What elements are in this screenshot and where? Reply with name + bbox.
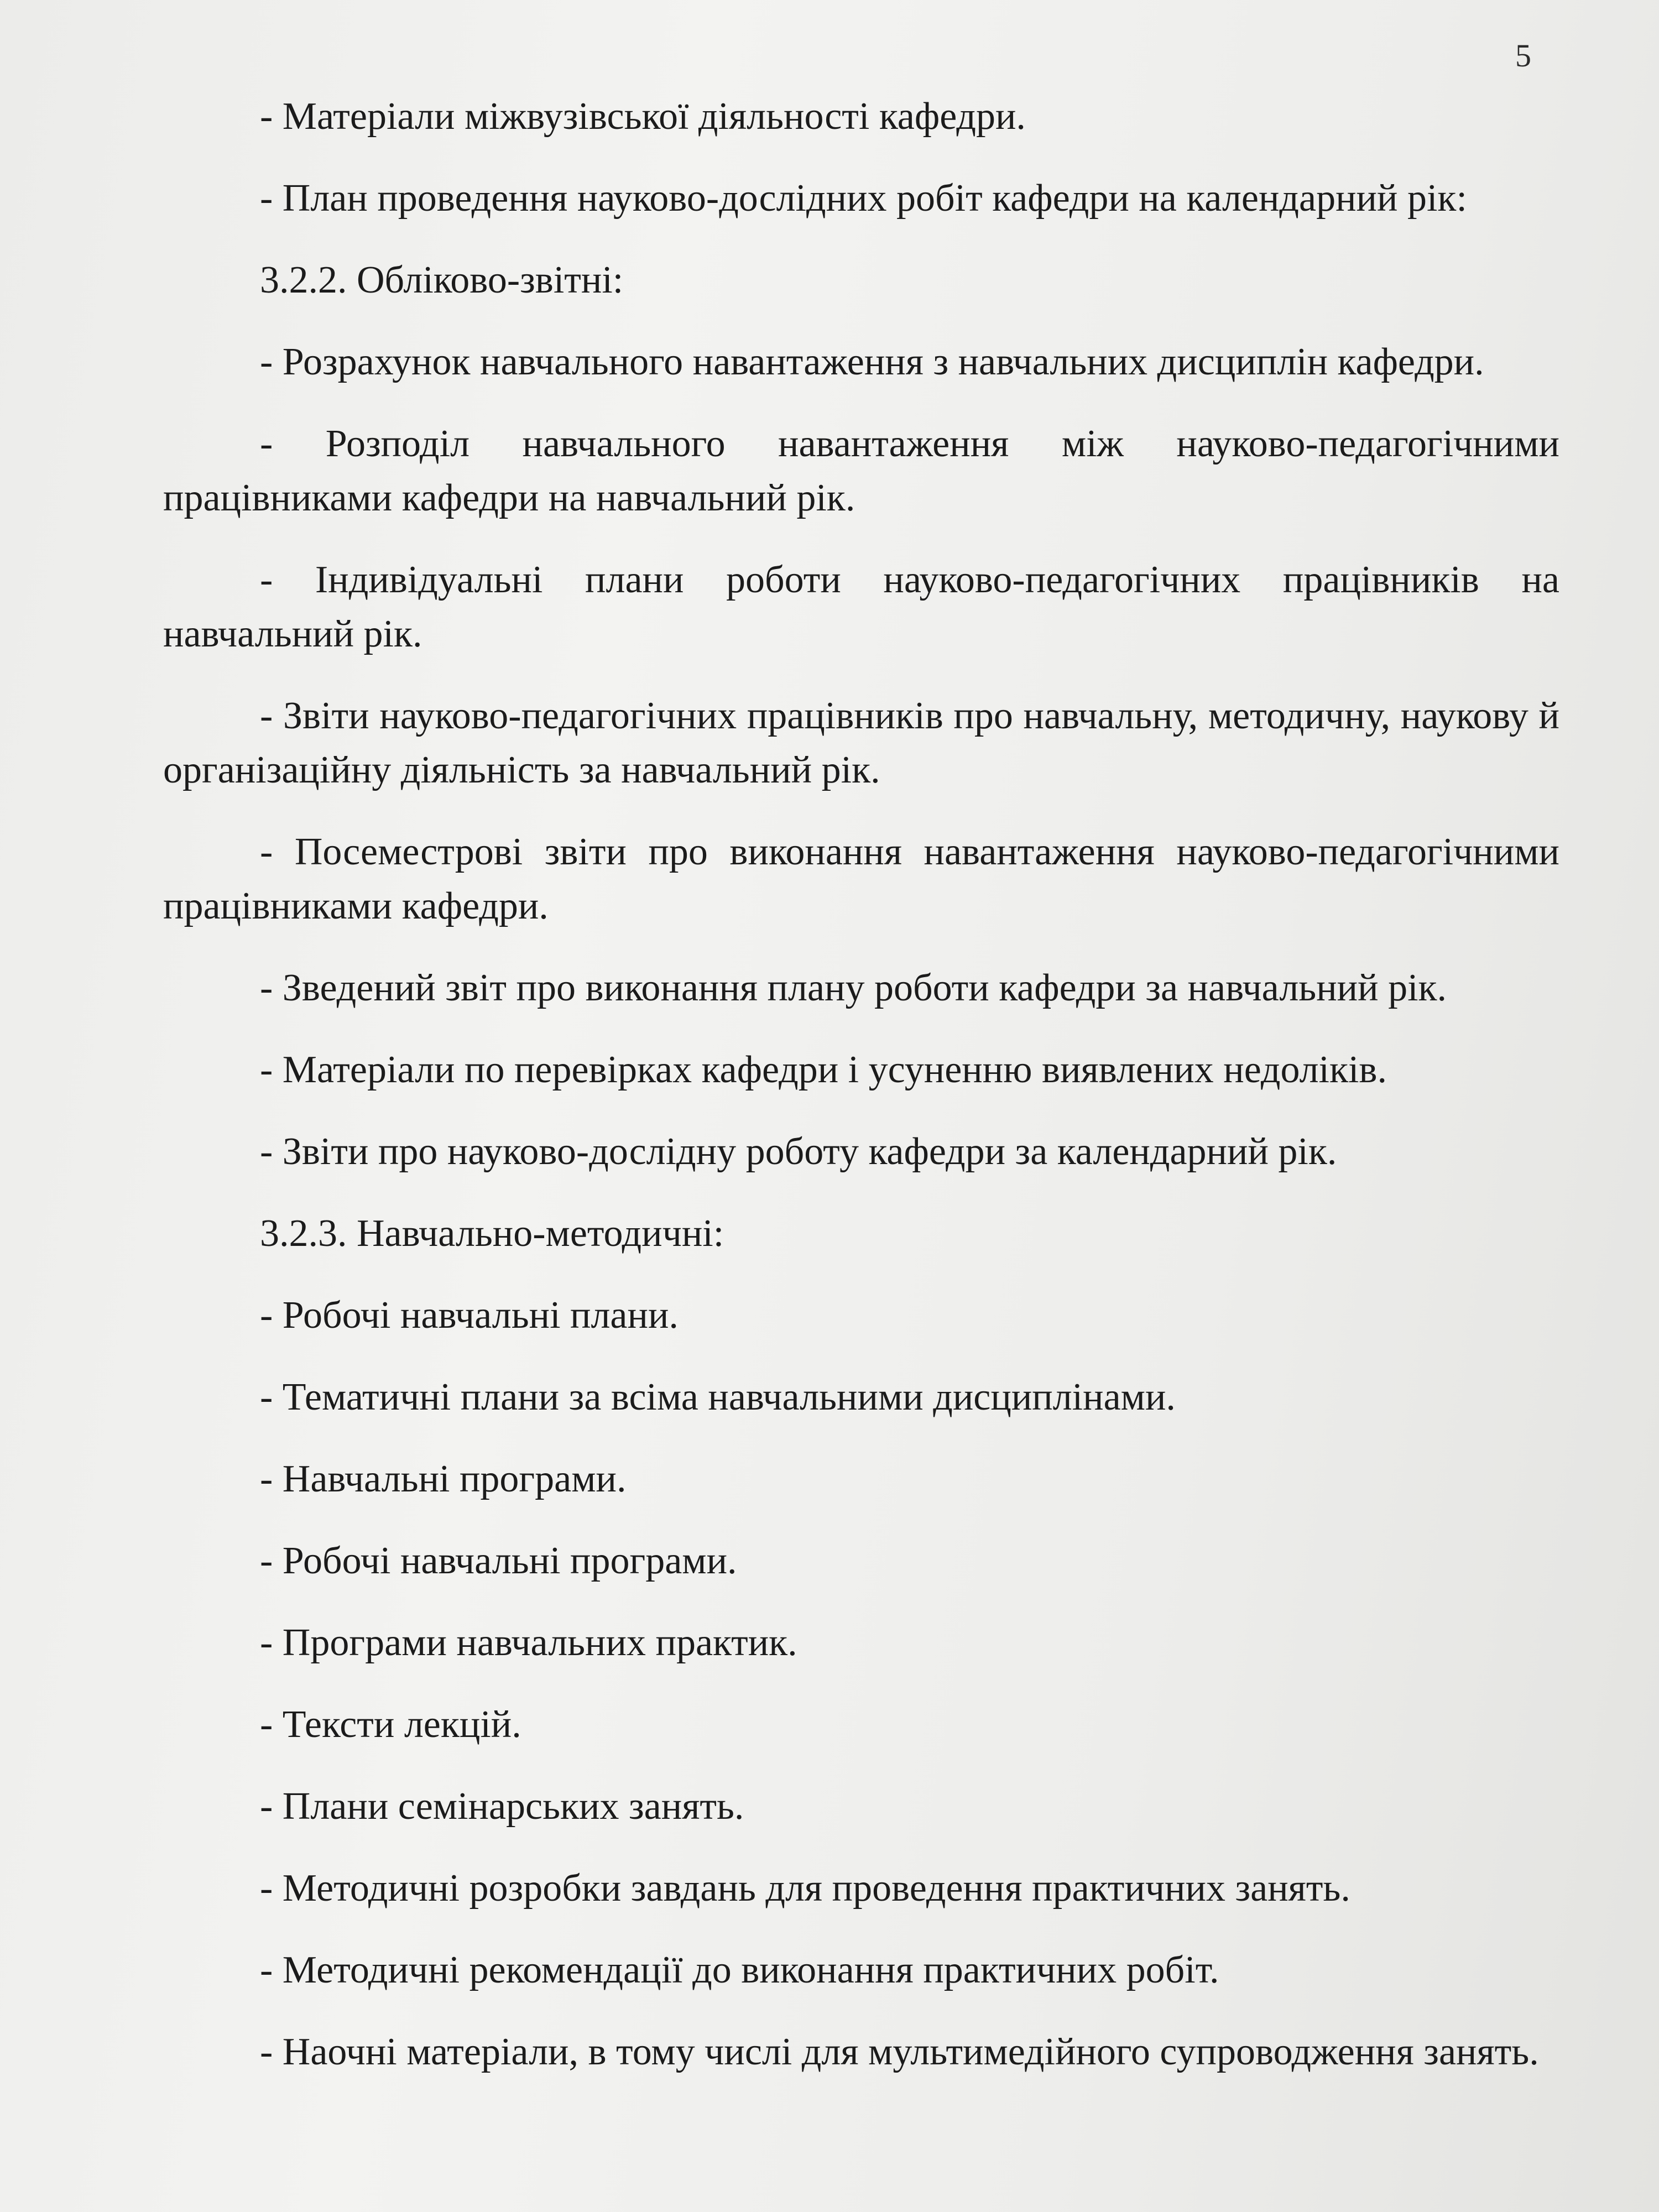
- list-item: - Тематичні плани за всіма навчальними дисциплінами.: [260, 1376, 1176, 1418]
- list-item: - Матеріали міжвузівської діяльності кафедри.: [260, 95, 1026, 138]
- list-item: - Тексти лекцій.: [260, 1703, 521, 1746]
- document-body: [163, 90, 1559, 2079]
- section-heading: 3.2.3. Навчально-методичні:: [260, 1212, 724, 1255]
- list-item: - Методичні рекомендації до виконання практичних робіт.: [260, 1949, 1219, 1991]
- page-number: 5: [1515, 38, 1531, 74]
- section-heading: 3.2.2. Обліково-звітні:: [260, 259, 624, 301]
- list-item: - Робочі навчальні плани.: [260, 1294, 679, 1337]
- list-item: - Індивідуальні плани роботи науково-педагогічних працівників на навчальний рік.: [163, 559, 1559, 655]
- list-item: - Робочі навчальні програми.: [260, 1540, 737, 1582]
- list-item: - Зведений звіт про виконання плану роботи кафедри за навчальний рік.: [260, 967, 1447, 1009]
- list-item: - Наочні матеріали, в тому числі для мультимедійного супроводження занять.: [260, 2031, 1539, 2073]
- list-item: - Плани семінарських занять.: [260, 1785, 744, 1828]
- list-item: - Посеместрові звіти про виконання навантаження науково-педагогічними працівниками кафедри.: [163, 831, 1559, 927]
- list-item: - Звіти науково-педагогічних працівників про навчальну, методичну, наукову й організаційну діяльність за навчальний рік.: [163, 695, 1559, 791]
- list-item: - Програми навчальних практик.: [260, 1621, 797, 1664]
- list-item: - Розподіл навчального навантаження між науково-педагогічними працівниками кафедри на навчальний рік.: [163, 422, 1559, 519]
- list-item: - Матеріали по перевірках кафедри і усуненню виявлених недоліків.: [260, 1048, 1387, 1091]
- list-item: - Навчальні програми.: [260, 1458, 627, 1500]
- list-item: - Методичні розробки завдань для проведення практичних занять.: [260, 1867, 1350, 1910]
- list-item: - План проведення науково-дослідних робіт кафедри на календарний рік:: [260, 177, 1467, 220]
- list-item: - Розрахунок навчального навантаження з навчальних дисциплін кафедри.: [260, 341, 1484, 383]
- list-item: - Звіти про науково-дослідну роботу кафедри за календарний рік.: [260, 1130, 1337, 1173]
